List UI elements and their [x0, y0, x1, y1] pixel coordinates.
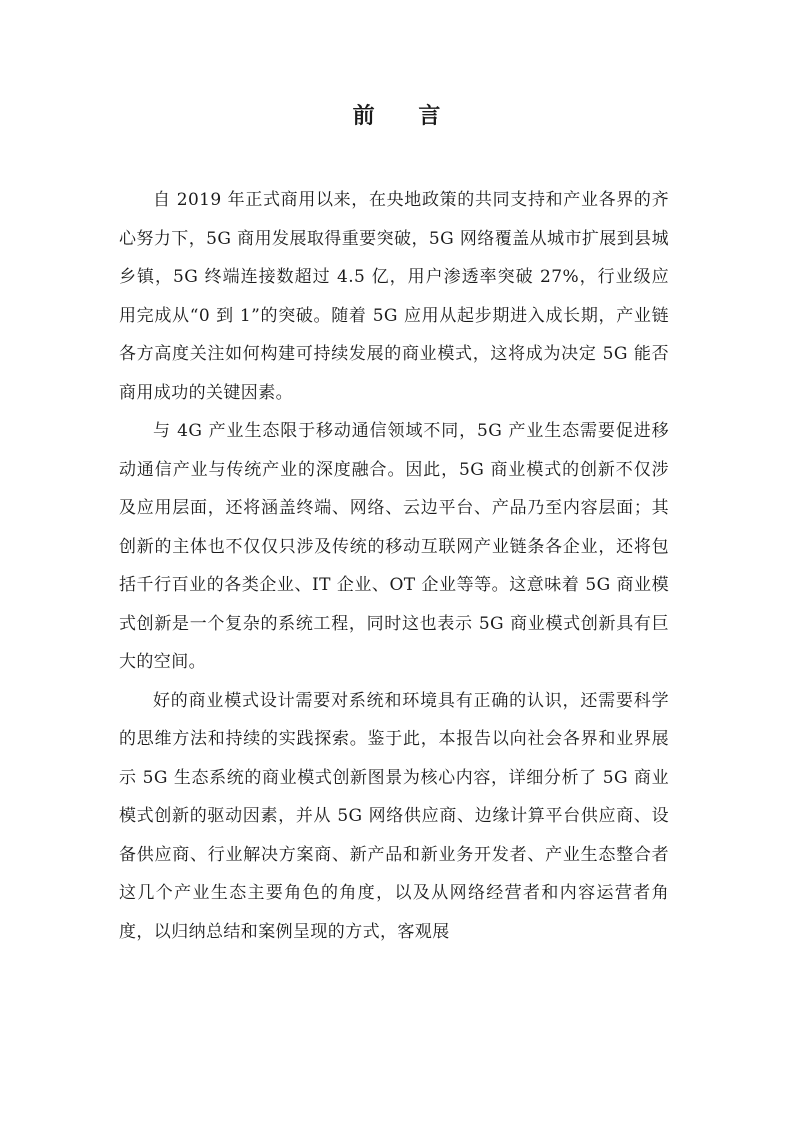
paragraph-3: 好的商业模式设计需要对系统和环境具有正确的认识，还需要科学的思维方法和持续的实践探索。鉴于此，本报告以向社会各界和业界展示 5G 生态系统的商业模式创新图景为核心内容，详细分析了 5G 商业模式创新的驱动因素，并从 5G 网络供应商、边缘计算平台供应商、设备供应商、行业解决方案商、新产品和新业务开发者、产业生态整合者这几个产业生态主要角色的角度，以及从网络经营者和内容运营者角度，以归纳总结和案例呈现的方式，客观展	[119, 690, 669, 942]
paragraph-2: 与 4G 产业生态限于移动通信领域不同，5G 产业生态需要促进移动通信产业与传统产业的深度融合。因此，5G 商业模式的创新不仅涉及应用层面，还将涵盖终端、网络、云边平台、产品乃至内容层面；其创新的主体也不仅仅只涉及传统的移动互联网产业链条各企业，还将包括千行百业的各类企业、IT 企业、OT 企业等等。这意味着 5G 商业模式创新是一个复杂的系统工程，同时这也表示 5G 商业模式创新具有巨大的空间。	[119, 421, 669, 672]
paragraph-1: 自 2019 年正式商用以来，在央地政策的共同支持和产业各界的齐心努力下，5G 商用发展取得重要突破，5G 网络覆盖从城市扩展到县城乡镇，5G 终端连接数超过 4.5 亿，用户渗透率突破 27%，行业级应用完成从“0 到 1”的突破。随着 5G 应用从起步期进入成长期，产业链各方高度关注如何构建可持续发展的商业模式，这将成为决定 5G 能否商用成功的关键因素。	[119, 190, 669, 403]
page-title: 前 言	[352, 103, 459, 129]
document-body	[119, 181, 669, 951]
